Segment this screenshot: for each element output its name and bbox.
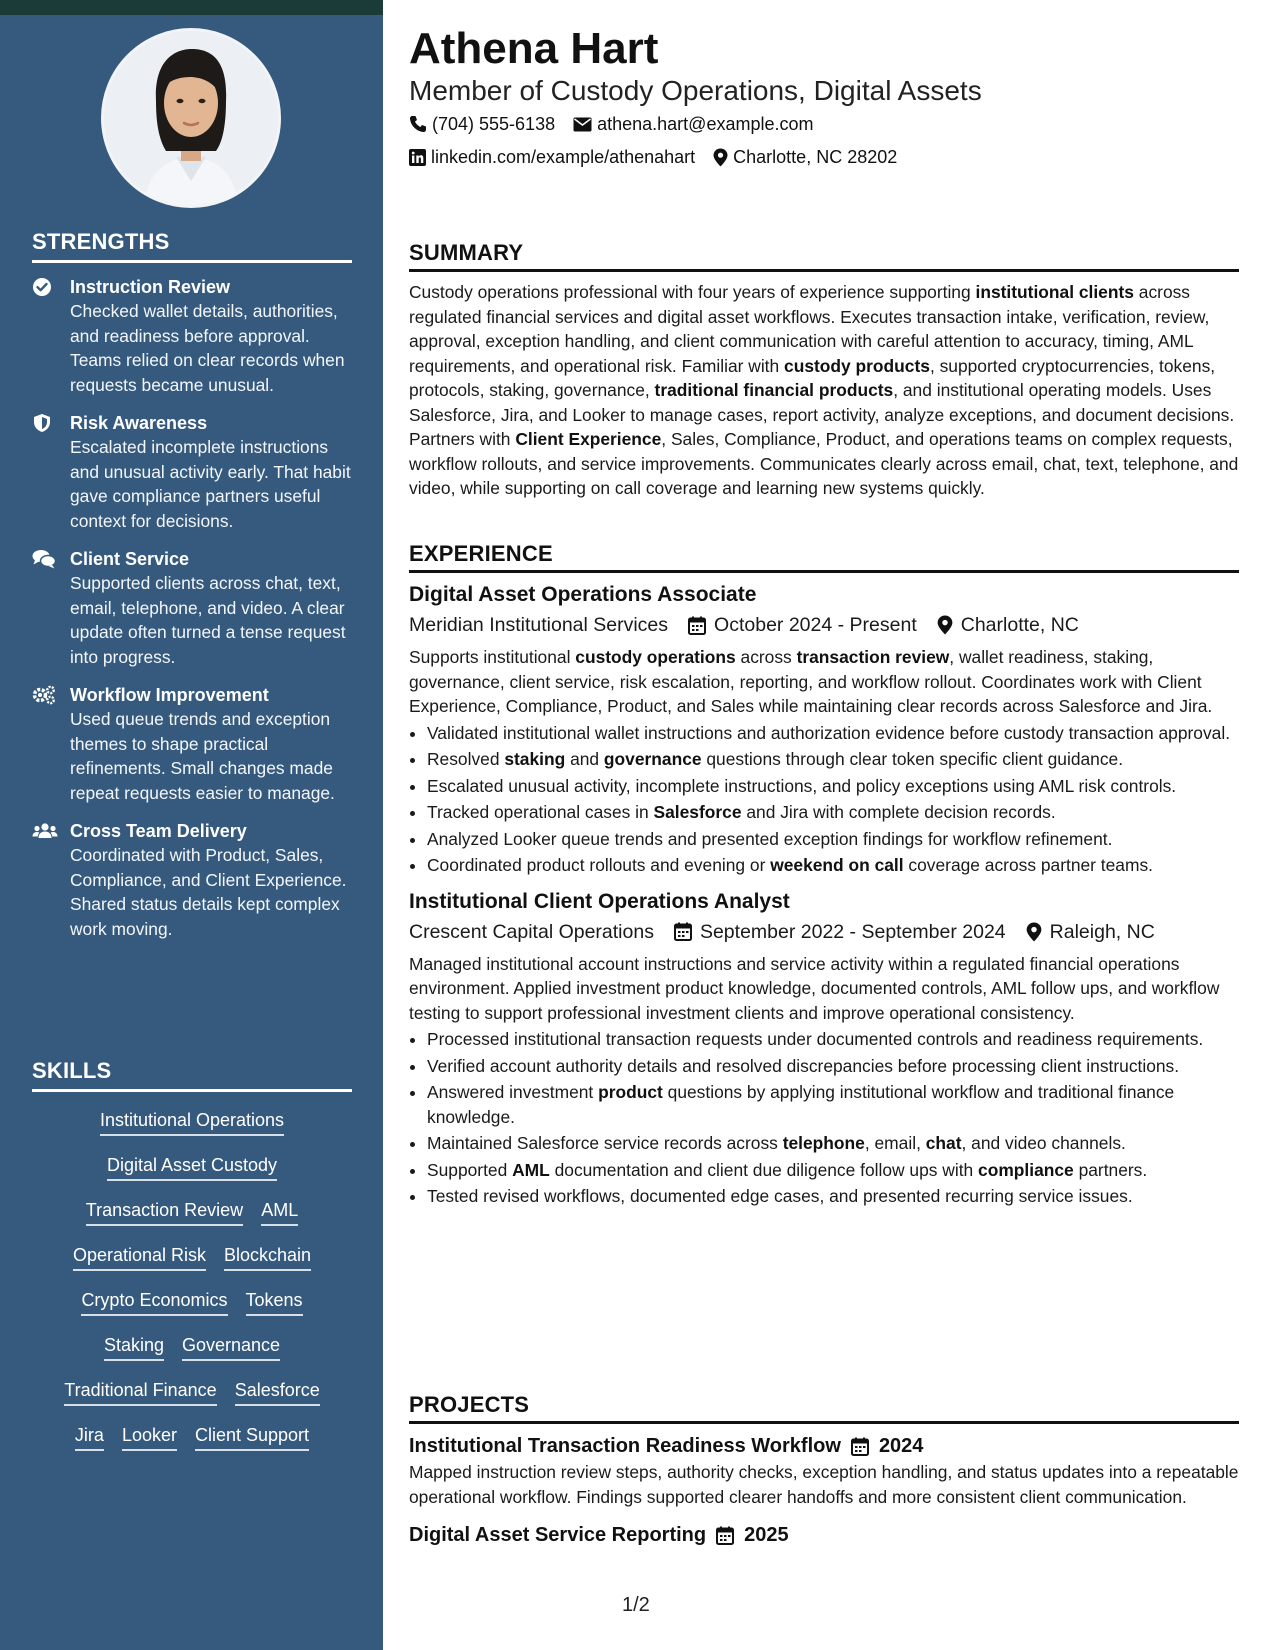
calendar-icon (851, 1437, 869, 1456)
skills-section (32, 1058, 352, 1468)
project-text: Mapped instruction review steps, authority checks, exception handling, and status updates into a repeatable operational workflow. Findings supported clearer handoffs and more consistent client communication. (409, 1462, 1239, 1507)
job-bullets (409, 1027, 1239, 1209)
strength-item (32, 683, 352, 805)
shield-icon (32, 413, 52, 433)
projects-heading: PROJECTS (409, 1392, 1239, 1424)
job-intro: Managed institutional account instructions and service activity within a regulated financial operations environment. Applied investment product knowledge, documented controls, AML follow ups, and workflow testing to support professional investment clients and improve operational consistency. (409, 953, 1220, 1023)
summary-section (409, 240, 1239, 501)
bullet-item: • Validated institutional wallet instructions and authorization evidence before custody transaction approval. (427, 721, 1239, 746)
skill-row (32, 1198, 352, 1226)
email-address[interactable]: athena.hart@example.com (597, 114, 814, 134)
skill-tag: Digital Asset Custody (107, 1153, 277, 1181)
skill-row (32, 1378, 352, 1406)
job-intro: Supports institutional custody operations across transaction review, wallet readiness, staking, governance, client service, risk escalation, reporting, and workflow rollout. Coordinates work with Client Experience, Compliance, Product, and Sales while maintaining clear records across Salesforce and Jira. (409, 647, 1213, 716)
skill-tag: Crypto Economics (81, 1288, 227, 1316)
strength-item (32, 819, 352, 941)
project-entry (409, 1432, 1239, 1509)
job-title: Institutional Client Operations Analyst (409, 889, 790, 913)
job-meta (409, 611, 1239, 639)
job-entry (409, 581, 1239, 878)
bullet-item: • Coordinated product rollouts and evening or weekend on call coverage across partner teams. (427, 853, 1239, 878)
linkedin-url[interactable]: linkedin.com/example/athenahart (431, 147, 696, 167)
strength-title: Cross Team Delivery (70, 821, 247, 841)
candidate-role: Member of Custody Operations, Digital Assets (409, 75, 982, 106)
strength-text: Checked wallet details, authorities, and readiness before approval. Teams relied on clear records when requests became unusual. (70, 301, 345, 395)
users-icon (32, 821, 58, 841)
skill-tag: Jira (75, 1423, 104, 1451)
skill-tag: Blockchain (224, 1243, 311, 1271)
bullet-item: • Analyzed Looker queue trends and presented exception findings for workflow refinement. (427, 827, 1239, 852)
skill-tag: Transaction Review (86, 1198, 243, 1226)
gears-icon (32, 685, 56, 705)
bullet-item: • Supported AML documentation and client due diligence follow ups with compliance partners. (427, 1158, 1239, 1183)
skill-tag: Salesforce (235, 1378, 320, 1406)
skill-row (32, 1333, 352, 1361)
strength-title: Risk Awareness (70, 413, 208, 433)
skill-row (32, 1243, 352, 1271)
job-title: Digital Asset Operations Associate (409, 583, 757, 606)
bullet-item: • Tracked operational cases in Salesforce and Jira with complete decision records. (427, 800, 1239, 825)
calendar-icon (716, 1526, 734, 1545)
calendar-icon (688, 616, 706, 635)
bullet-item: • Escalated unusual activity, incomplete instructions, and policy exceptions using AML risk controls. (427, 774, 1239, 799)
skill-row (32, 1108, 352, 1136)
job-entry (409, 888, 1239, 1209)
job-location: Charlotte, NC (960, 614, 1079, 636)
bullet-item: • Maintained Salesforce service records across telephone, email, chat, and video channels. (427, 1131, 1239, 1156)
phone-icon (409, 115, 427, 133)
strength-text: Supported clients across chat, text, email, telephone, and video. A clear update often turned a tense request into progress. (70, 573, 346, 667)
project-year: 2025 (744, 1524, 789, 1546)
strengths-section (32, 229, 352, 955)
linkedin-icon (409, 149, 426, 166)
strength-text: Used queue trends and exception themes to shape practical refinements. Small changes made repeat requests easier to manage. (70, 709, 335, 803)
experience-section (409, 541, 1239, 1211)
sidebar-top-bar (0, 0, 383, 15)
skill-row (32, 1288, 352, 1316)
job-meta (409, 918, 1239, 946)
summary-heading: SUMMARY (409, 240, 1239, 272)
bullet-item: • Tested revised workflows, documented edge cases, and presented recurring service issues. (427, 1184, 1239, 1209)
skill-tag: Traditional Finance (64, 1378, 216, 1406)
bullet-item: • Resolved staking and governance questions through clear token specific client guidance. (427, 747, 1239, 772)
chat-bubbles-icon (32, 549, 56, 569)
bullet-item: • Answered investment product questions by applying institutional workflow and traditional finance knowledge. (427, 1080, 1239, 1129)
envelope-icon (573, 117, 592, 132)
check-circle-icon (32, 277, 52, 297)
skill-tag: Staking (104, 1333, 164, 1361)
strength-item (32, 411, 352, 533)
contact-row-1 (409, 112, 813, 136)
page-number: 1/2 (622, 1594, 650, 1616)
project-title: Institutional Transaction Readiness Workflow (409, 1435, 841, 1457)
experience-heading: EXPERIENCE (409, 541, 1239, 573)
skill-tag: Looker (122, 1423, 177, 1451)
company-name: Crescent Capital Operations (409, 920, 654, 943)
map-pin-icon (937, 615, 953, 635)
project-year: 2024 (878, 1435, 924, 1457)
skill-tag: AML (261, 1198, 298, 1226)
sidebar (0, 0, 383, 1650)
skill-tag: Institutional Operations (100, 1108, 284, 1136)
bullet-item: • Processed institutional transaction requests under documented controls and readiness requirements. (427, 1027, 1239, 1052)
summary-text: Custody operations professional with four years of experience supporting institutional clients across regulated financial services and digital asset workflows. Executes transaction intake, verification, review, approval, exception handling, and client communication with careful attention to accuracy, timing, AML requirements, and operational risk. Familiar with custody products, supported cryptocurrencies, tokens, protocols, staking, governance, traditional financial products, and institutional operating models. Uses Salesforce, Jira, and Looker to manage cases, report activity, analyze exceptions, and document decisions. Partners with Client Experience, Sales, Compliance, Product, and operations teams on complex requests, workflow rollouts, and service improvements. Communicates clearly across email, chat, text, telephone, and video, while supporting on call coverage and learning new systems quickly. (409, 282, 1239, 498)
project-entry (409, 1521, 1239, 1549)
strength-text: Escalated incomplete instructions and unusual activity early. That habit gave compliance partners useful context for decisions. (70, 437, 351, 531)
strength-text: Coordinated with Product, Sales, Compliance, and Client Experience. Shared status details kept complex work moving. (70, 845, 347, 939)
job-dates: October 2024 - Present (714, 614, 917, 636)
skills-list (32, 1108, 352, 1451)
skill-tag: Governance (182, 1333, 280, 1361)
skill-tag: Operational Risk (73, 1243, 206, 1271)
profile-photo (101, 28, 281, 208)
strength-item (32, 547, 352, 669)
contact-row-2 (409, 145, 897, 169)
phone-number: (704) 555-6138 (432, 114, 556, 134)
skill-tag: Client Support (195, 1423, 309, 1451)
projects-section (409, 1392, 1239, 1549)
candidate-name: Athena Hart (409, 24, 659, 73)
skill-row (32, 1423, 352, 1451)
job-dates: September 2022 - September 2024 (699, 920, 1006, 943)
skill-tag: Tokens (246, 1288, 303, 1316)
job-bullets (409, 721, 1239, 878)
skills-heading: SKILLS (32, 1058, 352, 1092)
project-title: Digital Asset Service Reporting (409, 1524, 707, 1546)
calendar-icon (674, 922, 692, 941)
strength-title: Instruction Review (70, 277, 231, 297)
location: Charlotte, NC 28202 (733, 147, 898, 167)
strength-item (32, 275, 352, 397)
strength-title: Workflow Improvement (70, 685, 269, 705)
company-name: Meridian Institutional Services (409, 614, 669, 636)
bullet-item: • Verified account authority details and resolved discrepancies before processing client instructions. (427, 1054, 1239, 1079)
skill-row (32, 1153, 352, 1181)
map-pin-icon (1026, 922, 1042, 942)
strengths-heading: STRENGTHS (32, 229, 352, 263)
map-pin-icon (713, 148, 728, 167)
job-location: Raleigh, NC (1049, 920, 1155, 943)
strength-title: Client Service (70, 549, 190, 569)
